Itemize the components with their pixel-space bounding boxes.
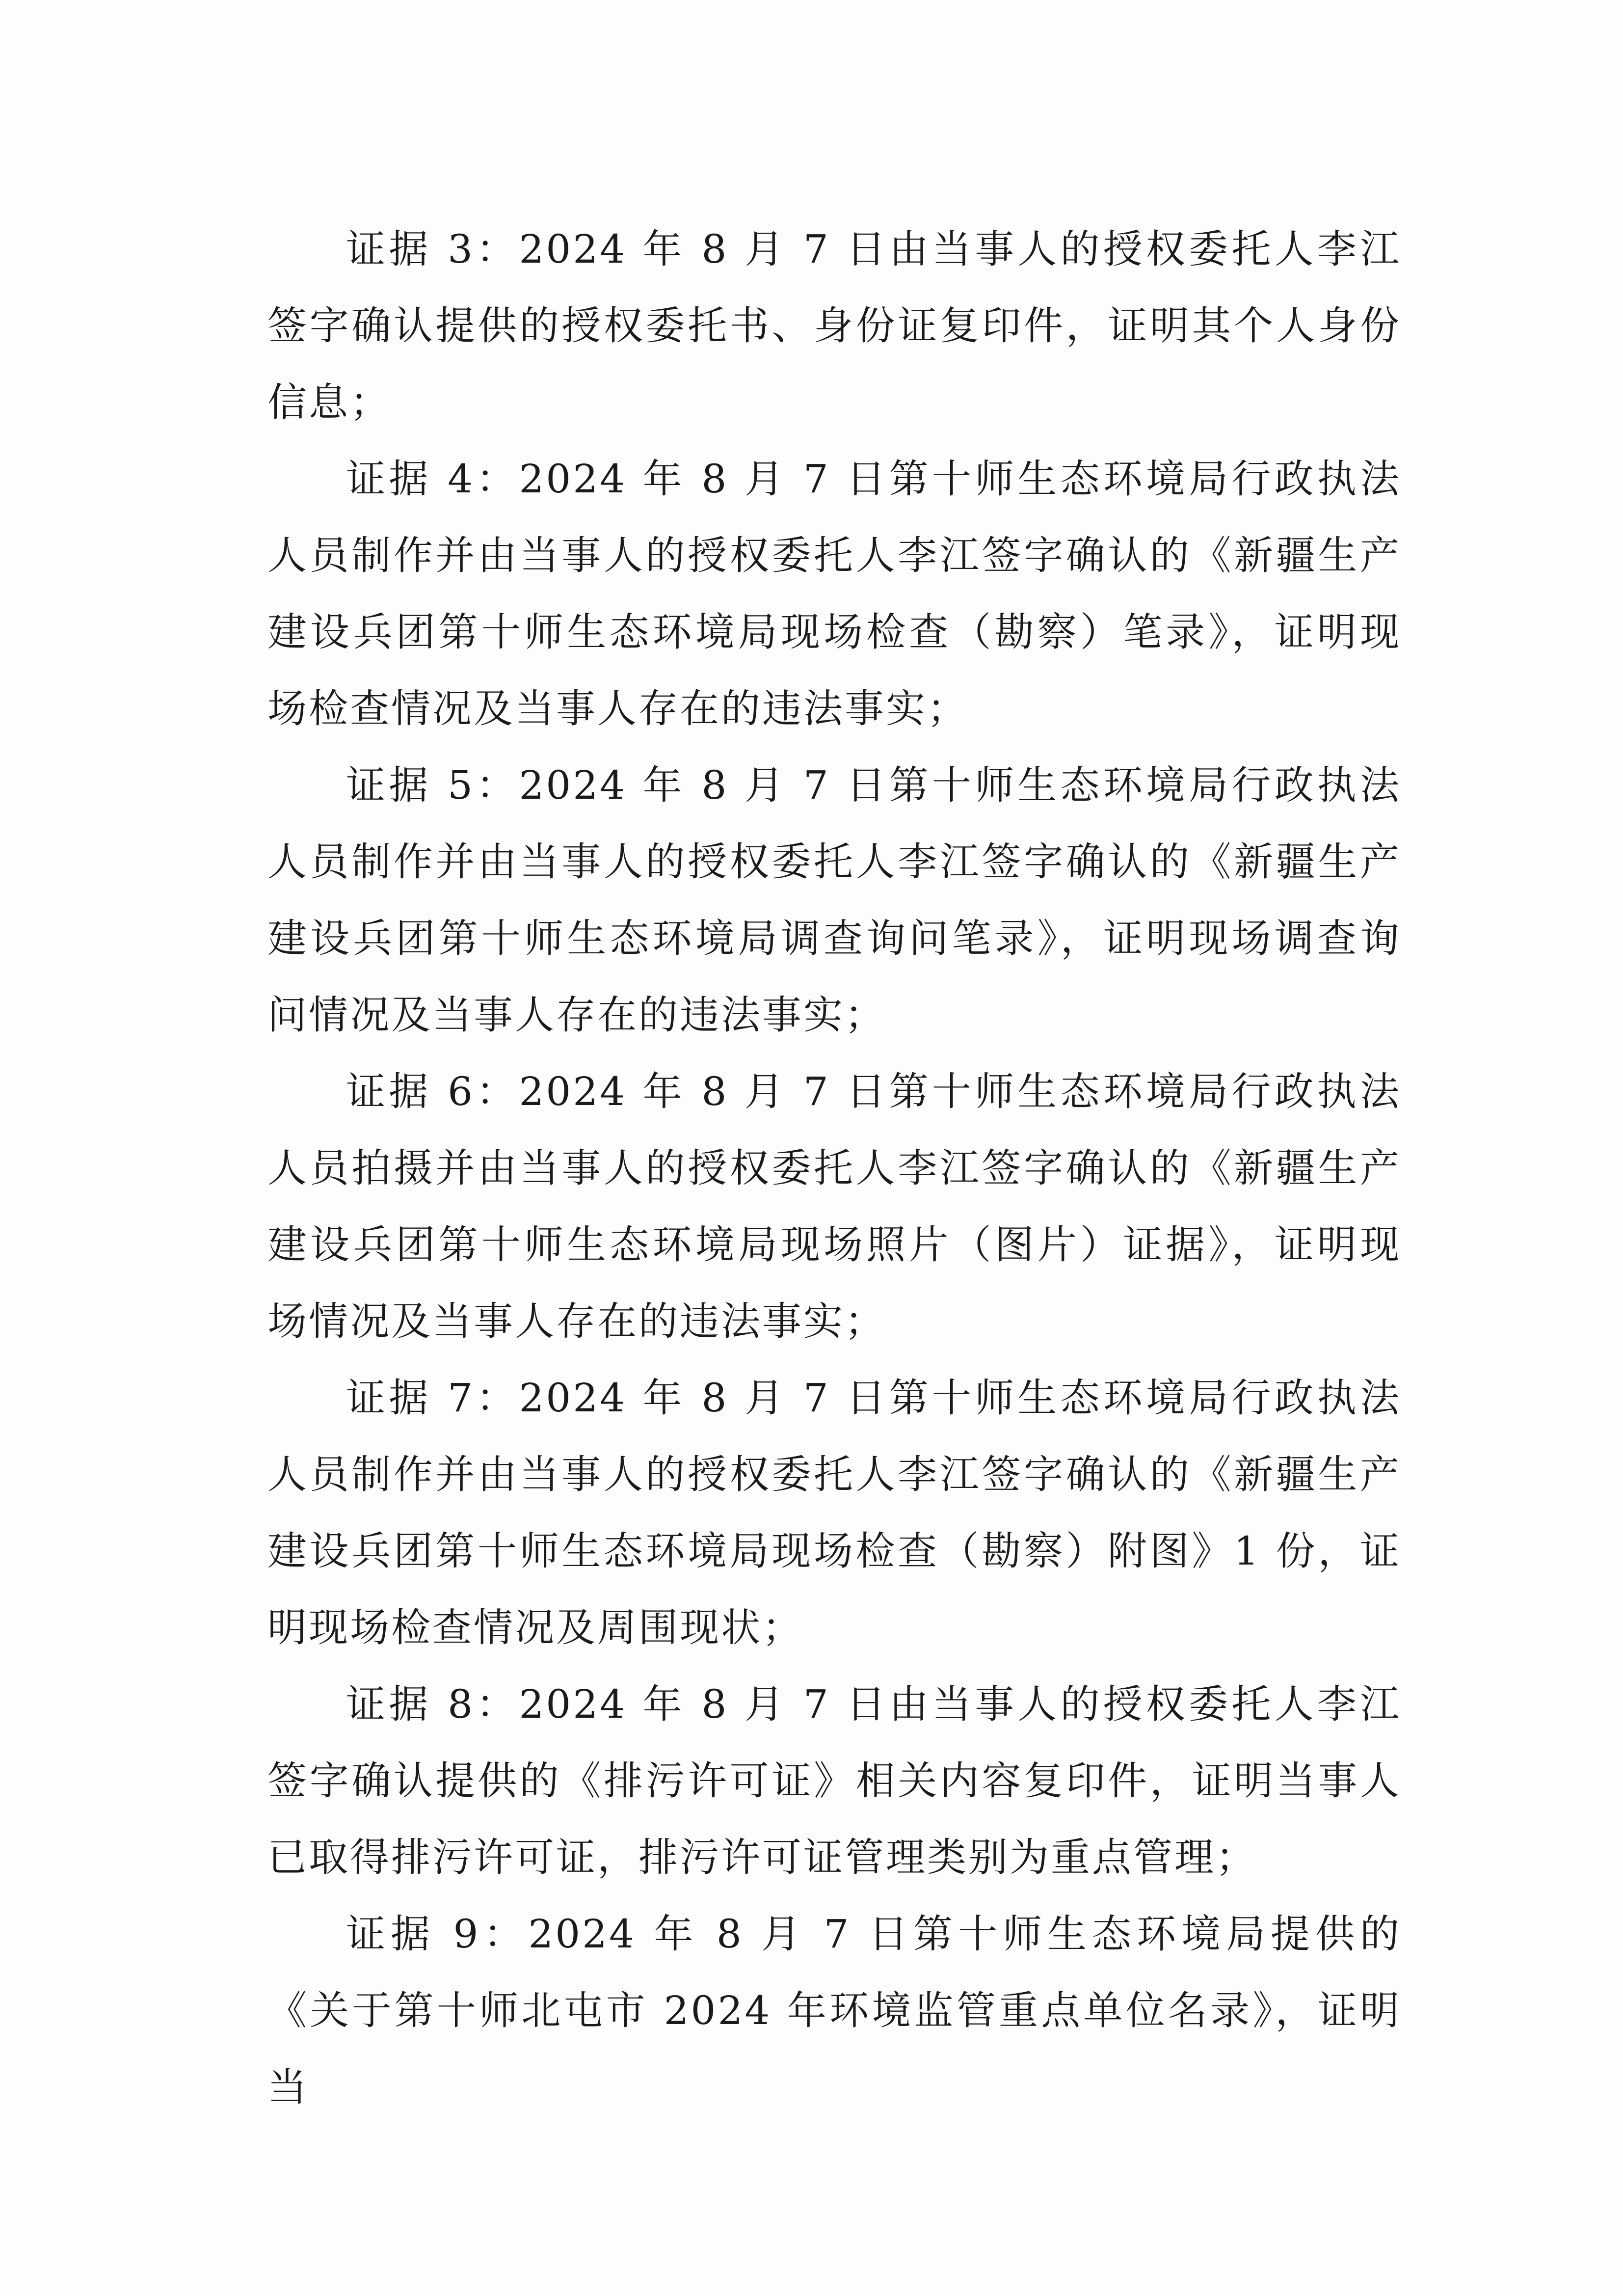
evidence-paragraph-3: 证据 3：2024 年 8 月 7 日由当事人的授权委托人李江签字确认提供的授权委托书、身份证复印件，证明其个人身份信息； [267,226,1401,425]
evidence-paragraph-5: 证据 5：2024 年 8 月 7 日第十师生态环境局行政执法人员制作并由当事人的授权委托人李江签字确认的《新疆生产建设兵团第十师生态环境局调查询问笔录》，证明现场调查询问情况及当事人存在的违法事实； [267,762,1401,1038]
evidence-paragraph-6: 证据 6：2024 年 8 月 7 日第十师生态环境局行政执法人员拍摄并由当事人的授权委托人李江签字确认的《新疆生产建设兵团第十师生态环境局现场照片（图片）证据》，证明现场情况及当事人存在的违法事实； [267,1069,1401,1344]
evidence-paragraph-8: 证据 8：2024 年 8 月 7 日由当事人的授权委托人李江签字确认提供的《排污许可证》相关内容复印件，证明当事人已取得排污许可证，排污许可证管理类别为重点管理； [267,1681,1401,1880]
document-body [267,211,1401,2126]
evidence-paragraph-4: 证据 4：2024 年 8 月 7 日第十师生态环境局行政执法人员制作并由当事人的授权委托人李江签字确认的《新疆生产建设兵团第十师生态环境局现场检查（勘察）笔录》，证明现场检查情况及当事人存在的违法事实； [267,456,1401,731]
evidence-paragraph-7: 证据 7：2024 年 8 月 7 日第十师生态环境局行政执法人员制作并由当事人的授权委托人李江签字确认的《新疆生产建设兵团第十师生态环境局现场检查（勘察）附图》1 份，证明现场检查情况及周围现状； [267,1375,1401,1650]
evidence-paragraph-9: 证据 9：2024 年 8 月 7 日第十师生态环境局提供的《关于第十师北屯市 2024 年环境监管重点单位名录》，证明当 [267,1911,1401,2110]
